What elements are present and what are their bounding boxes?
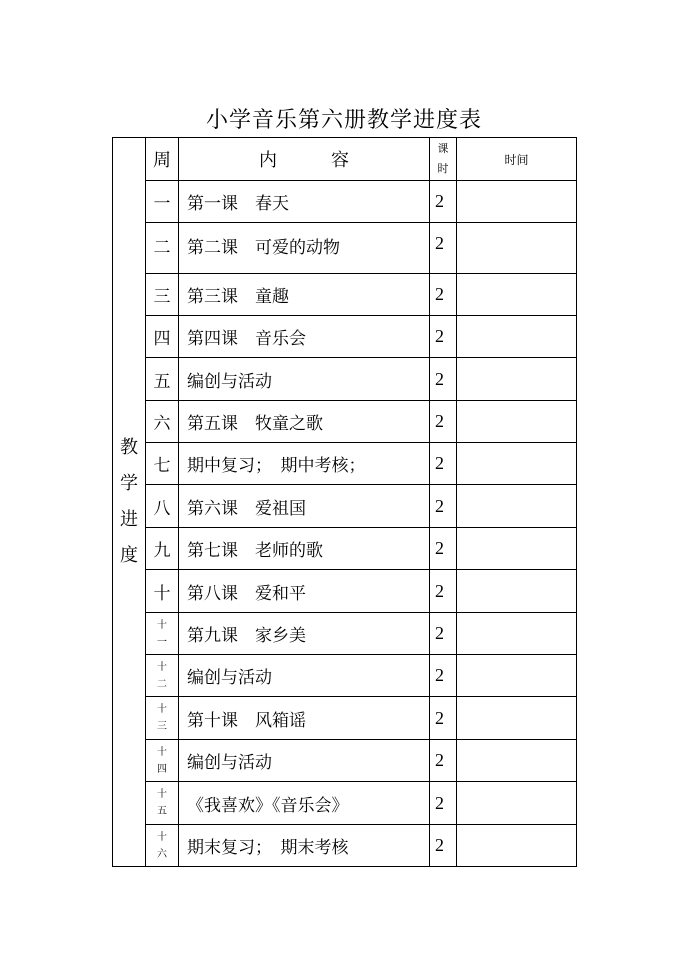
week-cell-line2: 四 xyxy=(157,763,167,775)
table-row xyxy=(113,528,577,570)
hours-cell: 2 xyxy=(430,358,457,401)
hours-cell: 2 xyxy=(430,181,457,223)
hours-cell: 2 xyxy=(430,655,457,697)
content-cell: 期末复习； 期末考核 xyxy=(179,825,430,867)
header-content: 内 容 xyxy=(179,138,430,181)
time-cell[interactable] xyxy=(457,697,577,740)
time-cell[interactable] xyxy=(457,223,577,274)
hours-cell: 2 xyxy=(430,443,457,485)
table-row xyxy=(113,485,577,528)
content-cell: 第一课 春天 xyxy=(179,181,430,223)
time-cell[interactable] xyxy=(457,740,577,782)
week-cell: 一 xyxy=(146,181,179,223)
content-cell: 编创与活动 xyxy=(179,358,430,401)
table-row xyxy=(113,697,577,740)
content-cell: 第三课 童趣 xyxy=(179,274,430,316)
header-hours-line1: 课 xyxy=(437,142,449,155)
hours-cell: 2 xyxy=(430,316,457,358)
week-cell-line1: 十 xyxy=(157,619,167,631)
week-cell-line2: 五 xyxy=(157,806,167,817)
time-cell[interactable] xyxy=(457,782,577,825)
table-row xyxy=(113,316,577,358)
week-cell: 二 xyxy=(146,223,179,274)
time-cell[interactable] xyxy=(457,485,577,528)
content-cell: 第十课 风箱谣 xyxy=(179,697,430,740)
side-label-char: 教 xyxy=(120,437,138,458)
side-label-char: 学 xyxy=(120,473,138,494)
page-title: 小学音乐第六册教学进度表 xyxy=(205,108,482,133)
week-cell-line1: 十 xyxy=(157,831,167,843)
hours-cell: 2 xyxy=(430,528,457,570)
week-cell-line1: 十 xyxy=(157,704,167,715)
content-cell: 第四课 音乐会 xyxy=(179,316,430,358)
content-cell: 第七课 老师的歌 xyxy=(179,528,430,570)
side-label-char: 进 xyxy=(120,509,138,530)
hours-cell: 2 xyxy=(430,274,457,316)
hours-cell: 2 xyxy=(430,223,457,274)
week-cell xyxy=(146,782,179,825)
week-cell: 九 xyxy=(146,528,179,570)
hours-cell: 2 xyxy=(430,825,457,867)
week-cell: 四 xyxy=(146,316,179,358)
content-cell: 第五课 牧童之歌 xyxy=(179,401,430,443)
header-row xyxy=(113,138,577,181)
week-cell-line1: 十 xyxy=(157,661,167,673)
content-cell: 第六课 爱祖国 xyxy=(179,485,430,528)
time-cell[interactable] xyxy=(457,443,577,485)
hours-cell: 2 xyxy=(430,570,457,613)
time-cell[interactable] xyxy=(457,570,577,613)
content-cell: 第八课 爱和平 xyxy=(179,570,430,613)
time-cell[interactable] xyxy=(457,613,577,655)
time-cell[interactable] xyxy=(457,825,577,867)
header-time: 时间 xyxy=(457,138,577,181)
table-row xyxy=(113,825,577,867)
content-cell: 编创与活动 xyxy=(179,740,430,782)
week-cell-line2: 二 xyxy=(157,678,167,690)
hours-cell: 2 xyxy=(430,782,457,825)
header-hours xyxy=(430,138,457,181)
hours-cell: 2 xyxy=(430,740,457,782)
table-row xyxy=(113,613,577,655)
content-cell: 《我喜欢》《音乐会》 xyxy=(179,782,430,825)
table-row xyxy=(113,655,577,697)
table-row xyxy=(113,181,577,223)
time-cell[interactable] xyxy=(457,655,577,697)
content-cell: 编创与活动 xyxy=(179,655,430,697)
table-row xyxy=(113,223,577,274)
table-row xyxy=(113,274,577,316)
week-cell-line2: 三 xyxy=(157,721,167,732)
time-cell[interactable] xyxy=(457,528,577,570)
week-cell xyxy=(146,655,179,697)
table-row xyxy=(113,782,577,825)
week-cell: 八 xyxy=(146,485,179,528)
table-row xyxy=(113,443,577,485)
week-cell: 六 xyxy=(146,401,179,443)
content-cell: 第二课 可爱的动物 xyxy=(179,223,430,274)
time-cell[interactable] xyxy=(457,316,577,358)
week-cell xyxy=(146,825,179,867)
week-cell: 十 xyxy=(146,570,179,613)
time-cell[interactable] xyxy=(457,401,577,443)
header-hours-line2: 时 xyxy=(437,162,449,175)
table-row xyxy=(113,740,577,782)
week-cell-line2: 一 xyxy=(157,636,167,648)
side-label-cell xyxy=(113,138,146,867)
side-label-char: 度 xyxy=(120,545,138,566)
header-week: 周 xyxy=(146,138,179,181)
week-cell: 五 xyxy=(146,358,179,401)
hours-cell: 2 xyxy=(430,401,457,443)
time-cell[interactable] xyxy=(457,274,577,316)
table-row xyxy=(113,358,577,401)
hours-cell: 2 xyxy=(430,697,457,740)
week-cell-line1: 十 xyxy=(157,789,167,800)
content-cell: 期中复习； 期中考核； xyxy=(179,443,430,485)
hours-cell: 2 xyxy=(430,485,457,528)
week-cell xyxy=(146,740,179,782)
week-cell-line1: 十 xyxy=(157,746,167,758)
week-cell-line2: 六 xyxy=(157,848,167,860)
hours-cell: 2 xyxy=(430,613,457,655)
content-cell: 第九课 家乡美 xyxy=(179,613,430,655)
schedule-table xyxy=(112,137,577,867)
week-cell xyxy=(146,613,179,655)
week-cell: 三 xyxy=(146,274,179,316)
week-cell: 七 xyxy=(146,443,179,485)
table-row xyxy=(113,401,577,443)
week-cell xyxy=(146,697,179,740)
time-cell[interactable] xyxy=(457,358,577,401)
table-row xyxy=(113,570,577,613)
time-cell[interactable] xyxy=(457,181,577,223)
